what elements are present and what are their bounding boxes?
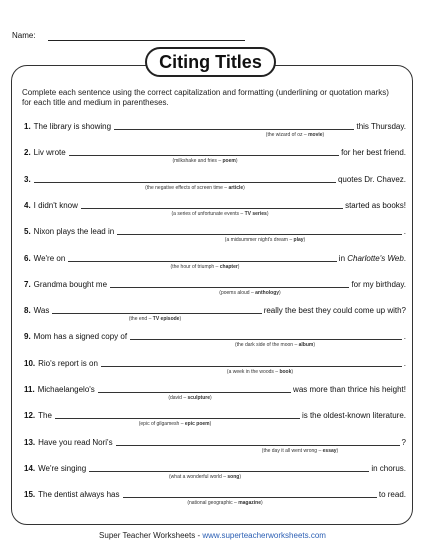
sentence-start: Have you read Nori's — [38, 437, 113, 447]
hint-medium: chapter — [219, 263, 238, 270]
hint-title: epic of gilgamesh — [140, 421, 180, 428]
hint-medium: sculpture — [187, 395, 211, 401]
sentence-item — [0, 305, 425, 331]
sentence-line — [24, 279, 406, 290]
sentence-item — [0, 147, 425, 173]
sentence-end — [339, 254, 406, 264]
title-hint: (national geographic – magazine) — [187, 500, 263, 507]
item-number: 15. — [24, 490, 36, 500]
title-hint: (a midsummer night's dream – play) — [224, 237, 306, 244]
item-number: 1. — [24, 122, 31, 131]
answer-blank[interactable] — [101, 358, 402, 367]
sentence-line — [24, 358, 406, 369]
title-hint: (the end – TV episode) — [128, 316, 182, 323]
title-hint: (a week in the woods – book) — [226, 368, 294, 375]
hint-title: a series of unfortunate events — [173, 210, 240, 217]
item-number: 12. — [24, 411, 36, 421]
sentence-start: Was — [33, 306, 50, 316]
name-label: Name: — [12, 31, 36, 40]
footer — [0, 531, 425, 540]
item-number: 5. — [24, 227, 31, 237]
hint-medium: essay — [322, 447, 337, 454]
hint-medium: book — [279, 368, 292, 375]
item-number: 3. — [24, 174, 31, 184]
sentence-line — [24, 147, 406, 158]
answer-blank[interactable] — [110, 279, 349, 288]
sentence-start: We're on — [33, 253, 66, 263]
sentence-item — [0, 489, 425, 515]
worksheet-title: Citing Titles — [145, 47, 276, 77]
footer-brand: Super Teacher Worksheets — [99, 531, 196, 540]
hint-title: the day it all went wrong — [263, 447, 318, 454]
title-hint: (the hour of triumph – chapter) — [170, 263, 240, 270]
hint-title: the wizard of oz — [267, 132, 303, 138]
sentence-end: this Thursday. — [356, 122, 406, 131]
instructions: Complete each sentence using the correct capitalization and formatting (underlining or quotation marks) for each title and medium in parentheses. — [22, 88, 389, 107]
answer-blank[interactable] — [117, 226, 402, 235]
sentence-end: for her best friend. — [341, 148, 406, 158]
sentence-line — [24, 489, 406, 500]
sentence-item — [0, 226, 425, 252]
sentence-start: The library is showing — [33, 122, 112, 131]
footer-separator: - — [195, 531, 203, 540]
answer-blank[interactable] — [68, 253, 337, 262]
sentence-end: is the oldest-known literature. — [301, 411, 406, 421]
sentence-item — [0, 410, 425, 436]
sentence-item — [0, 200, 425, 226]
sentence-end: in chorus. — [371, 463, 406, 473]
sentence-start: I didn't know — [33, 200, 78, 210]
answer-blank[interactable] — [123, 489, 377, 498]
sentence-line — [24, 331, 406, 342]
name-line — [48, 40, 245, 41]
title-hint: (milkshake and fries – poem) — [172, 158, 238, 165]
book-title-italic: Charlotte's Web — [347, 253, 404, 263]
sentence-start: Liv wrote — [33, 148, 66, 158]
sentence-end: . — [403, 332, 406, 342]
sentence-item — [0, 253, 425, 279]
item-number: 6. — [24, 253, 31, 263]
sentence-line — [24, 200, 406, 211]
item-number: 8. — [24, 306, 31, 316]
sentence-end: ? — [401, 437, 406, 447]
item-number: 4. — [24, 200, 31, 210]
hint-title: what a wonderful world — [170, 473, 222, 480]
title-hint: (a series of unfortunate events – TV series) — [171, 210, 269, 217]
answer-blank[interactable] — [98, 384, 291, 393]
sentence-item — [0, 174, 425, 200]
sentence-start: The — [38, 411, 52, 421]
sentence-item — [0, 358, 425, 384]
item-number: 7. — [24, 279, 31, 289]
hint-medium: epic poem — [184, 421, 210, 428]
sentence-end: . — [403, 227, 406, 237]
sentence-end: for my birthday. — [351, 279, 406, 289]
sentence-start: We're singing — [38, 463, 87, 473]
hint-medium: song — [227, 473, 240, 480]
hint-title: milkshake and fries — [174, 158, 217, 165]
hint-medium: movie — [308, 132, 323, 138]
answer-blank[interactable] — [34, 174, 336, 183]
sentence-item — [0, 331, 425, 357]
item-number: 9. — [24, 332, 31, 342]
sentence-item — [0, 437, 425, 463]
answer-blank[interactable] — [89, 463, 369, 472]
sentence-end: started as books! — [345, 200, 406, 210]
title-hint: (david – sculpture) — [168, 395, 212, 401]
sentence-line — [24, 384, 406, 395]
sentence-end-text: in — [338, 253, 348, 263]
title-hint: (the negative effects of screen time – article) — [145, 184, 245, 191]
answer-blank[interactable] — [81, 200, 343, 209]
answer-blank[interactable] — [69, 147, 339, 156]
sentence-line — [24, 253, 406, 264]
answer-blank[interactable] — [130, 331, 402, 340]
title-hint: (poems aloud – anthology) — [219, 289, 281, 296]
sentence-start: Mom has a signed copy of — [33, 332, 128, 342]
period: . — [403, 253, 406, 263]
item-number: 10. — [24, 358, 36, 368]
sentence-line — [24, 174, 406, 185]
sentence-start: Rio's report is on — [38, 358, 98, 368]
footer-url[interactable]: www.superteacherworksheets.com — [202, 531, 326, 540]
hint-medium: TV episode — [152, 316, 180, 323]
title-hint: (what a wonderful world – song) — [169, 473, 241, 480]
sentence-end: to read. — [378, 490, 406, 500]
item-number: 13. — [24, 437, 36, 447]
answer-blank[interactable] — [52, 305, 261, 314]
title-hint: (epic of gilgamesh – epic poem) — [138, 421, 212, 428]
sentence-end: quotes Dr. Chavez. — [337, 174, 406, 184]
hint-medium: article — [228, 184, 244, 191]
item-number: 11. — [24, 385, 35, 394]
hint-medium: album — [298, 342, 314, 349]
hint-title: national geographic — [188, 500, 233, 507]
title-hint: (the day it all went wrong – essay) — [261, 447, 339, 454]
sentence-line — [24, 121, 406, 132]
hint-title: the end — [130, 316, 148, 323]
sentence-line — [24, 437, 406, 448]
sentence-item — [0, 279, 425, 305]
hint-medium: magazine — [238, 500, 261, 507]
item-number: 14. — [24, 463, 36, 473]
sentence-end: . — [403, 358, 406, 368]
hint-medium: play — [293, 237, 304, 244]
hint-title: poems aloud — [220, 289, 250, 296]
hint-title: the hour of triumph — [172, 263, 215, 270]
title-hint: (the dark side of the moon – album) — [234, 342, 316, 349]
sentence-line — [24, 305, 406, 316]
item-number: 2. — [24, 148, 31, 158]
sentence-item — [0, 121, 425, 147]
sentence-end: really the best they could come up with? — [263, 306, 406, 316]
sentence-start: The dentist always has — [38, 490, 120, 500]
hint-title: a midsummer night's dream — [226, 237, 288, 244]
sentence-line — [24, 463, 406, 474]
sentence-line — [24, 410, 406, 421]
hint-title: david — [169, 395, 182, 401]
answer-blank[interactable] — [114, 121, 354, 130]
hint-medium: poem — [222, 158, 236, 165]
hint-medium: TV series — [244, 210, 267, 217]
sentence-start: Grandma bought me — [33, 279, 108, 289]
hint-title: the negative effects of screen time — [146, 184, 223, 191]
hint-medium: anthology — [255, 289, 280, 296]
title-hint: (the wizard of oz – movie) — [265, 132, 325, 138]
hint-title: the dark side of the moon — [236, 342, 294, 349]
sentence-start: Nixon plays the lead in — [33, 227, 115, 237]
answer-blank[interactable] — [55, 410, 300, 419]
sentence-start: Michaelangelo's — [37, 385, 95, 394]
sentence-line — [24, 226, 406, 237]
sentence-item — [0, 463, 425, 489]
sentence-end: was more than thrice his height! — [293, 385, 406, 394]
answer-blank[interactable] — [116, 437, 400, 446]
sentence-item — [0, 384, 425, 410]
hint-title: a week in the woods — [228, 368, 274, 375]
